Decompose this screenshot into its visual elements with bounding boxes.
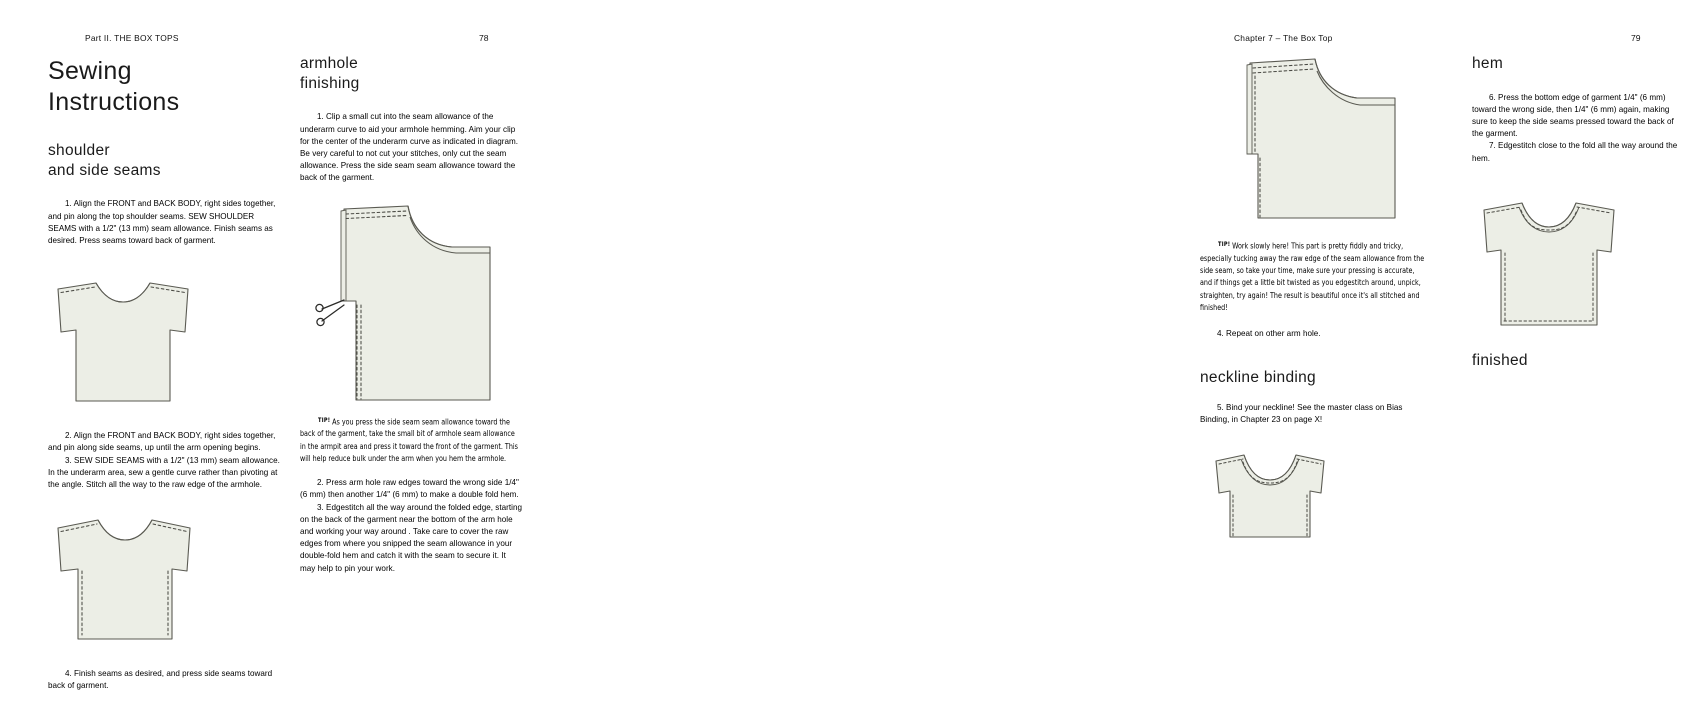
step-1: 1. Align the FRONT and BACK BODY, right sides together, and pin along the top shoulder seams. SEW SHOULDER SEAMS with a 1/2" (13 mm) seam allowance. Finish seams as desired. Press seams toward back of garment.: [48, 199, 276, 245]
armhole-clip-scissors-diagram: [300, 201, 522, 401]
step-5: 5. Bind your neckline! See the master class on Bias Binding, in Chapter 23 on page X!: [1200, 403, 1403, 425]
neckline-binding-diagram: [1200, 447, 1428, 537]
column-armhole-finishing: [300, 54, 522, 575]
right-page: [576, 0, 1678, 720]
armhole-steps-2-3-text-block: [300, 477, 522, 575]
heading-line-1: armhole: [300, 55, 359, 72]
step-4-text-block: [1200, 328, 1428, 340]
page-title-line-2: Instructions: [48, 87, 180, 116]
column-neckline-binding: [1200, 54, 1428, 537]
running-head-right: Chapter 7 – The Box Top: [1234, 33, 1333, 43]
steps-6-7-text-block: [1472, 92, 1684, 165]
shirt-side-seams-diagram: [48, 511, 280, 648]
shirt-shoulder-seams-diagram: [48, 275, 280, 410]
step-2: 2. Align the FRONT and BACK BODY, right sides together, and pin along side seams, up until the arm opening begins.: [48, 431, 276, 453]
armhole-step-1-text-block: [300, 111, 522, 184]
step-5-text-block: [1200, 402, 1428, 426]
heading-line-2: and side seams: [48, 161, 161, 179]
step-1-text-block: [48, 198, 280, 247]
page-number-right: 79: [1631, 33, 1641, 43]
steps-2-3-text-block: [48, 430, 280, 491]
heading-line-1: shoulder: [48, 142, 110, 159]
armhole-edgestitch-diagram: [1200, 54, 1428, 219]
step-3: 3. Edgestitch all the way around the folded edge, starting on the back of the garment near the bottom of the arm hole and working your way around . Take care to cover the raw edges from where you snipped the seam allowance in your double-fold hem and catch it with the seam to secure it. It may help to pin your work.: [300, 502, 522, 573]
step-6: 6. Press the bottom edge of garment 1/4" (6 mm) toward the wrong side, then 1/4" (6 mm) again, making sure to keep the side seams pressed toward the back of the garment.: [1472, 92, 1674, 139]
tip-armhole-pressing: [300, 415, 522, 466]
hemmed-shirt-diagram: [1472, 195, 1684, 335]
heading-finished: finished: [1472, 351, 1528, 369]
tip-flag: TIP!: [318, 416, 331, 424]
heading-shoulder-and-side-seams: [48, 141, 280, 180]
column-hem-and-finished: [1472, 54, 1684, 371]
left-page: [0, 0, 576, 720]
page-title-line-1: Sewing: [48, 57, 132, 85]
running-head-left: Part II. THE BOX TOPS: [85, 33, 179, 43]
step-4: 4. Finish seams as desired, and press side seams toward back of garment.: [48, 669, 273, 691]
step-3: 3. SEW SIDE SEAMS with a 1/2" (13 mm) seam allowance. In the underarm area, sew a gentle curve rather than pivoting at the angle. Stitch all the way to the raw edge of the armhole.: [48, 455, 280, 489]
step-4: 4. Repeat on other arm hole.: [1217, 329, 1321, 339]
tip-flag: TIP!: [1218, 241, 1231, 248]
step-4-text-block: [48, 668, 280, 692]
heading-line-2: finishing: [300, 74, 360, 92]
step-1: 1. Clip a small cut into the seam allowance of the underarm curve to aid your armhole hemming. Aim your clip for the center of the underarm curve as indicated in diagram. Be very careful to not cut your stitches, only cut the seam allowance. Press the side seam seam allowance toward the back of the garment.: [300, 112, 519, 183]
heading-armhole-finishing: [300, 54, 522, 93]
tip-body: As you press the side seam seam allowance toward the back of the garment, take the small bit of armhole seam allowance in the armpit area and press it toward the front of the garment. This will help reduce bulk under the arm when you hem the armhole.: [300, 417, 518, 463]
step-2: 2. Press arm hole raw edges toward the wrong side 1/4" (6 mm) then another 1/4" (6 mm) to make a double fold hem.: [300, 478, 519, 500]
column-sewing-instructions: [48, 54, 280, 693]
heading-neckline-binding: neckline binding: [1200, 369, 1316, 387]
step-7: 7. Edgestitch close to the fold all the way around the hem.: [1472, 141, 1678, 163]
page-title: [48, 54, 280, 117]
tip-body: Work slowly here! This part is pretty fiddly and tricky, especially tucking away the raw edge of the seam allowance from the side seam, so take your time, make sure your pressing is accurate, and if things get a little bit twisted as you edgestitch around, unpick, straighten, try again! The result is beautiful once it's all stitched and finished!: [1200, 241, 1425, 312]
tip-work-slowly: [1200, 239, 1428, 314]
heading-hem: hem: [1472, 55, 1504, 72]
page-number-left: 78: [479, 33, 489, 43]
